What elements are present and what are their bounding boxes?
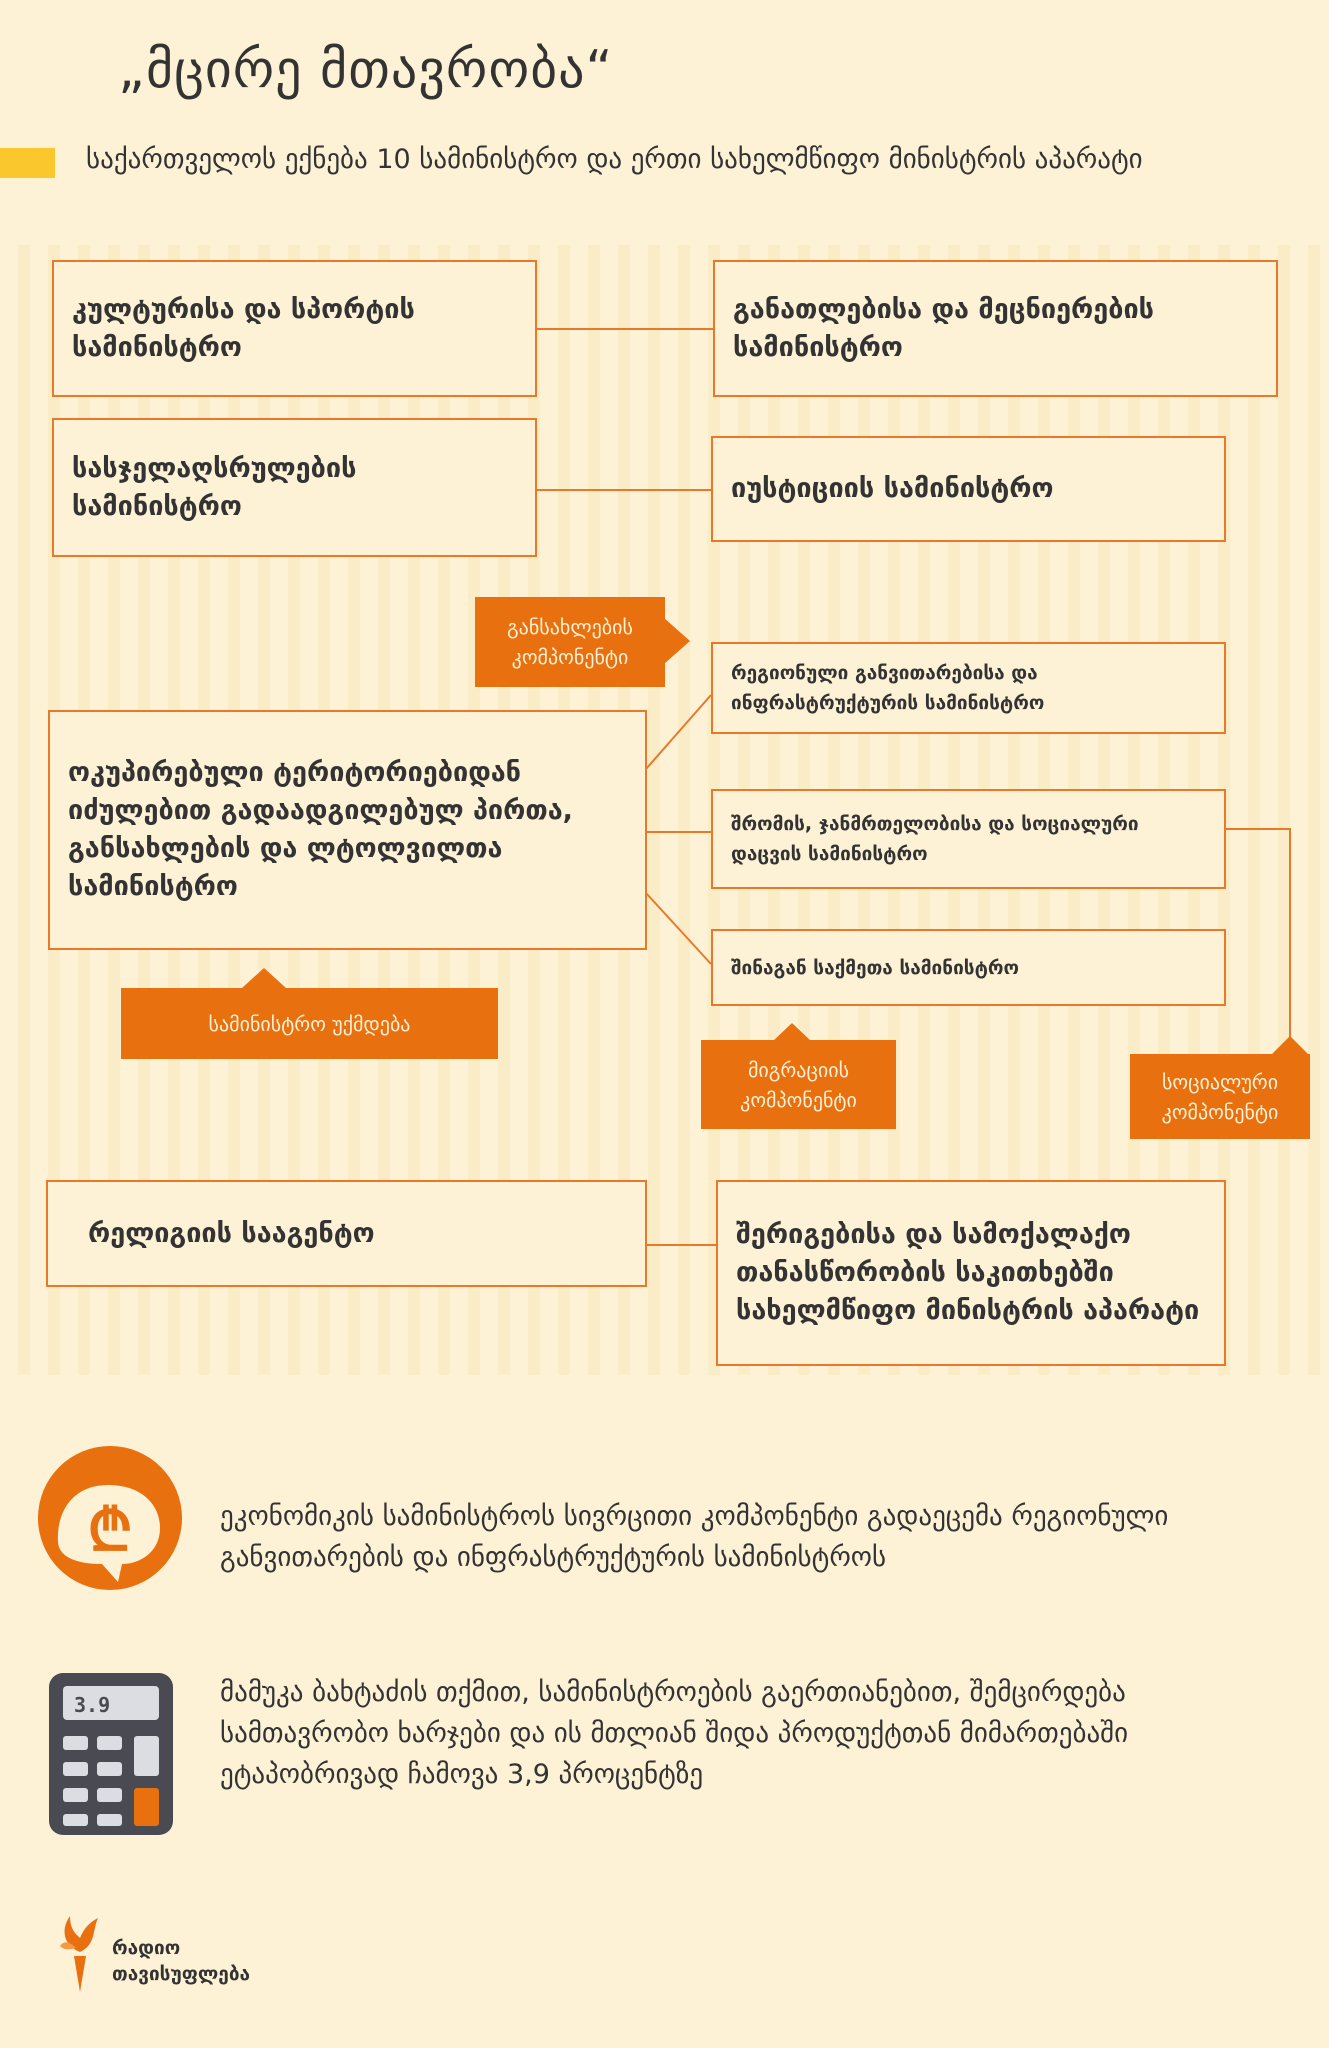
economy-component-text: ეკონომიკის სამინისტროს სივრცითი კომპონენტი გადაეცემა რეგიონული განვითარების და ინფრასტრუქტურის სამინისტროს — [220, 1501, 1169, 1573]
tag-ministry-abolished: სამინისტრო უქმდება — [121, 988, 498, 1059]
lari-speech-bubble-icon — [30, 1440, 190, 1600]
tag-migration-component: მიგრაციის კომპონენტი — [701, 1040, 896, 1129]
svg-text:₾: ₾ — [87, 1496, 133, 1564]
box-internal-affairs-ministry: შინაგან საქმეთა სამინისტრო — [711, 929, 1226, 1006]
box-idp-ministry: ოკუპირებული ტერიტორიებიდან იძულებით გადაადგილებულ პირთა, განსახლების და ლტოლვილთა სამინისტრო — [48, 710, 647, 950]
page-title: „მცირე მთავრობა“ — [118, 40, 614, 100]
box-corrections-ministry: სასჯელაღსრულების სამინისტრო — [52, 418, 537, 557]
box-labour-health-ministry: შრომის, ჯანმრთელობისა და სოციალური დაცვის სამინისტრო — [711, 789, 1226, 889]
logo-line-2: თავისუფლება — [112, 1963, 251, 1985]
box-religion-agency: რელიგიის სააგენტო — [46, 1180, 647, 1287]
svg-text:3.9: 3.9 — [74, 1693, 111, 1717]
radio-liberty-logo-text — [112, 1935, 250, 1987]
box-justice-ministry: იუსტიციის სამინისტრო — [711, 436, 1226, 542]
box-regional-ministry: რეგიონული განვითარებისა და ინფრასტრუქტურის სამინისტრო — [711, 642, 1226, 734]
header-section — [0, 0, 1329, 245]
tag-social-component: სოციალური კომპონენტი — [1130, 1054, 1310, 1139]
box-culture-sport-ministry: კულტურისა და სპორტის სამინისტრო — [52, 260, 537, 397]
tag-resettlement-component: განსახლების კომპონენტი — [475, 597, 665, 687]
radio-liberty-torch-icon — [50, 1912, 110, 1994]
subtitle-accent-bar — [0, 148, 55, 178]
logo-line-1: რადიო — [112, 1937, 181, 1959]
page-subtitle: საქართველოს ექნება 10 სამინისტრო და ერთი სახელმწიფო მინისტრის აპარატი — [86, 144, 1143, 175]
calculator-icon — [46, 1670, 176, 1838]
box-education-science-ministry: განათლებისა და მეცნიერების სამინისტრო — [713, 260, 1278, 397]
box-reconciliation-state-minister: შერიგებისა და სამოქალაქო თანასწორობის საკითხებში სახელმწიფო მინისტრის აპარატი — [716, 1180, 1226, 1366]
spending-reduction-text: მამუკა ბახტაძის თქმით, სამინისტროების გაერთიანებით, შემცირდება სამთავრობო ხარჯები და ის მთლიან შიდა პროდუქტთან მიმართებაში ეტაპობრივად ჩამოვა 3,9 პროცენტზე — [220, 1677, 1129, 1790]
